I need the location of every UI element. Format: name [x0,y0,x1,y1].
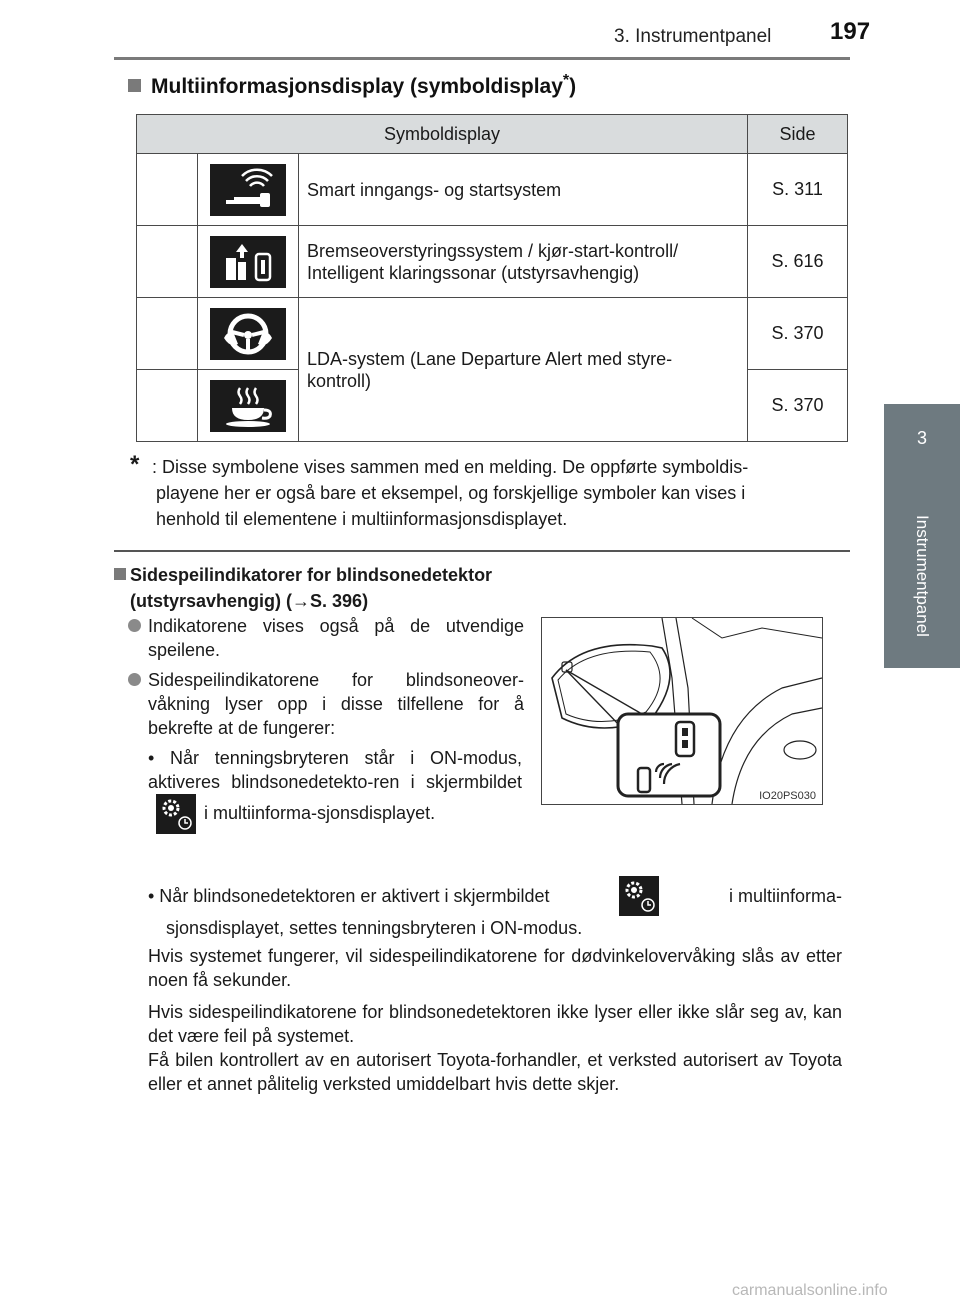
side-tab-number: 3 [916,428,927,448]
side-tab-label: Instrumentpanel [913,515,932,637]
subsection-title: Sidespeilindikatorer for blindsonedetektor (utstyrsavhengig) (→S. 396) [114,562,492,614]
row-page-ref[interactable]: S. 616 [748,226,848,298]
row-page-ref[interactable]: S. 311 [748,154,848,226]
round-bullet-icon [128,673,141,686]
row-description: LDA-system (Lane Departure Alert med styre- kontroll) [299,298,748,442]
round-bullet-icon [128,619,141,632]
header-rule [114,57,850,60]
row-description: Bremseoverstyringssystem / kjør-start-kontroll/ Intelligent klaringssonar (utstyrsavhengig) [299,226,748,298]
watermark: carmanualsonline.info [732,1282,888,1299]
page-number: 197 [830,18,871,45]
table-row [137,298,848,370]
square-bullet-icon [114,568,126,580]
paragraph: Hvis sidespeilindikatorene for blindsonedetektoren ikke lyser eller ikke slår seg av, kan det være feil på systemet. [148,1002,842,1046]
section-title: Multiinformasjonsdisplay (symboldisplay*) [128,72,576,99]
square-bullet-icon [128,79,141,92]
illustration-code: IO20PS030 [759,790,816,802]
table-header-page: Side [748,115,848,154]
smart-key-icon [210,164,286,216]
table-row [137,226,848,298]
table-header-symbol: Symboldisplay [137,115,748,154]
steering-hands-icon [210,308,286,360]
gear-settings-icon [156,794,196,834]
page-reference-link[interactable]: S. 396) [310,591,369,611]
row-page-ref[interactable]: S. 370 [748,298,848,370]
section-divider [114,550,850,552]
list-item: Indikatorene vises også på de utvendige speilene. [128,614,524,662]
table-row [137,154,848,226]
list-item: Sidespeilindikatorene for blindsoneover-våkning lyser opp i disse tilfellene for å bekrefte at de fungerer: [128,668,524,740]
row-page-ref[interactable]: S. 370 [748,370,848,442]
table-footnote: * : Disse symbolene vises sammen med en melding. De oppførte symboldis- playene her er også bare et eksempel, og forskjellige symboler kan vises i henhold til elementene i multiinformasjonsdisplayet. [130,451,749,529]
sub-list-item: • Når tenningsbryteren står i ON-modus, aktiveres blindsonedetekto-ren i skjermbildet i multiinforma-sjonsdisplayet. [148,746,522,834]
brake-override-icon [210,236,286,288]
running-header-chapter: 3. Instrumentpanel [614,26,772,47]
chapter-side-tab[interactable] [884,404,960,668]
row-description: Smart inngangs- og startsystem [299,154,748,226]
coffee-cup-icon [210,380,286,432]
gear-settings-icon [619,876,659,916]
sub-list-item: • Når blindsonedetektoren er aktivert i skjermbildet i multiinforma- sjonsdisplayet, settes tenningsbryteren i ON-modus. [148,876,842,940]
paragraph: Hvis systemet fungerer, vil sidespeilindikatorene for dødvinkelovervåking slås av etter noen få sekunder. [148,946,842,990]
mirror-indicator-illustration [541,617,823,805]
symbol-table [136,114,848,442]
paragraph: Få bilen kontrollert av en autorisert Toyota-forhandler, et verksted autorisert av Toyota eller et annet pålitelig verksted umiddelbart hvis dette skjer. [148,1050,842,1094]
arrow-icon: → [292,591,311,611]
